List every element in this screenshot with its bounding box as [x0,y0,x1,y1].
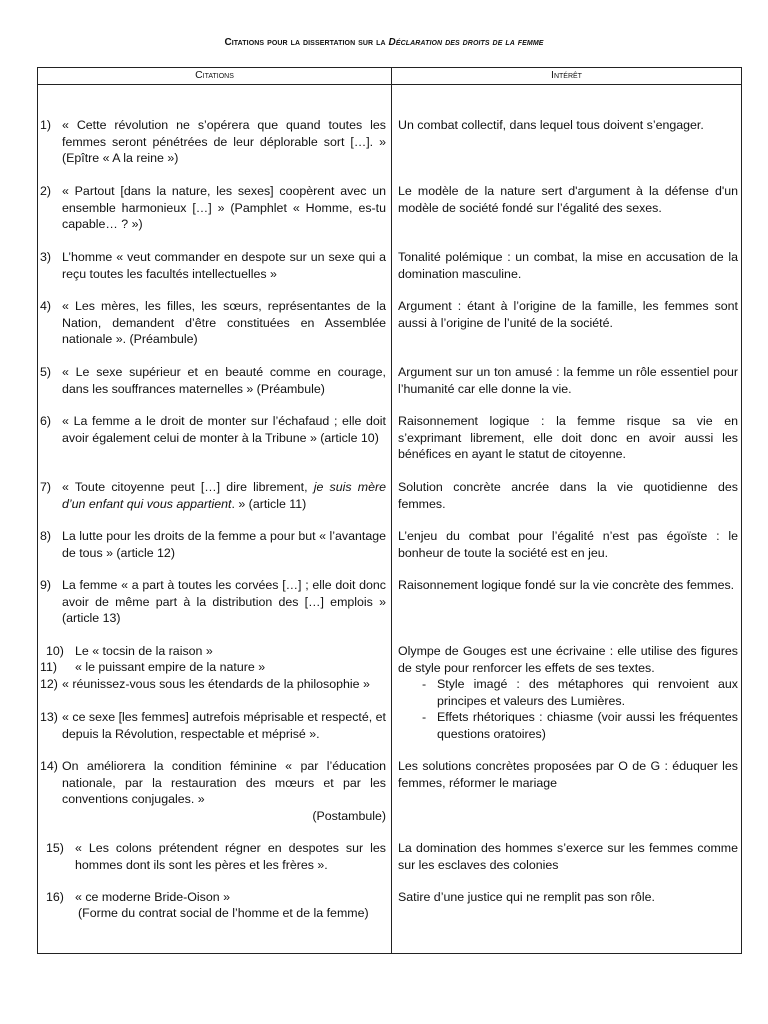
quote-6: 6) « La femme a le droit de monter sur l’échafaud ; elle doit avoir également celui de monter à la Tribune » (article 10) [40,414,386,445]
interet-6: Raisonnement logique : la femme risque sa vie en s’exprimant librement, elle doit donc en avoir aussi les bénéfices en ayant le statut de citoyenne. [398,414,738,461]
quote-1: 1) « Cette révolution ne s’opérera que quand toutes les femmes seront pénétrées de leur déplorable sort […]. » (Epître « A la reine ») [40,118,386,165]
interet-2: Le modèle de la nature sert d'argument à la défense d'un modèle de société fondé sur l’égalité des sexes. [398,184,738,215]
quote-3: 3) L’homme « veut commander en despote sur un sexe qui a reçu toutes les facultés intellectuelles » [40,250,386,281]
bullet-dash: - [422,710,427,724]
header-citations: Citations [38,68,392,85]
quote-12: 12) « réunissez-vous sous les étendards de la philosophie » [40,677,370,691]
quote-14: 14) On améliorera la condition féminine « par l’éducation nationale, par la restauration des mœurs et par les conventions conjugales. » [40,759,386,806]
quote-10: 10) Le « tocsin de la raison » [46,644,213,658]
interet-14: Les solutions concrètes proposées par O de G : éduquer les femmes, réformer le mariage [398,759,738,790]
quote-8: 8) La lutte pour les droits de la femme a pour but « l’avantage de tous » (article 12) [40,529,386,560]
quote-11: 11) « le puissant empire de la nature » [40,660,266,674]
quote-14-source: (Postambule) [312,809,386,823]
quote-16-source: (Forme du contrat social de l’homme et de la femme) [78,906,369,920]
quote-5: 5) « Le sexe supérieur et en beauté comme en courage, dans les souffrances maternelles » (Préambule) [40,365,386,396]
bullet-dash: - [422,677,427,691]
citations-table [37,67,742,954]
citations-column [38,85,392,954]
quote-9: 9) La femme « a part à toutes les corvées […] ; elle doit donc avoir de même part à la distribution des […] emplois » (article 13) [40,578,386,625]
title-italic: Déclaration des droits de la femme [388,37,544,48]
interet-9: Raisonnement logique fondé sur la vie concrète des femmes. [398,578,735,592]
interet-5: Argument sur un ton amusé : la femme un rôle essentiel pour l’humanité car elle donne la vie. [398,365,738,396]
quote-15: 15) « Les colons prétendent régner en despotes sur les hommes dont ils sont les pères et les frères ». [46,841,386,872]
quote-2: 2) « Partout [dans la nature, les sexes] coopèrent avec un ensemble harmonieux […] » (Pamphlet « Homme, es-tu capable… ? ») [40,184,386,231]
quote-4: 4) « Les mères, les filles, les sœurs, représentantes de la Nation, demandent d’être constituées en Assemblée nationale ». (Préambule) [40,299,386,346]
interet-3: Tonalité polémique : un combat, la mise en accusation de la domination masculine. [398,250,738,281]
title-prefix: Citations pour la dissertation sur la [224,37,389,48]
interet-column [392,85,742,954]
interet-15: La domination des hommes s’exerce sur les femmes comme sur les esclaves des colonies [398,841,738,872]
quote-7: 7) « Toute citoyenne peut […] dire librement, je suis mère d’un enfant qui vous appartient. » (article 11) [40,480,386,511]
interet-10-bullet-2: - Effets rhétoriques : chiasme (voir aussi les fréquentes questions oratoires) [422,710,738,741]
quote-16: 16) « ce moderne Bride-Oison » [46,890,230,904]
header-interet: Intérêt [392,68,742,85]
document-title [0,37,768,48]
interet-8: L’enjeu du combat pour l’égalité n’est pas égoïste : le bonheur de toute la société est en jeu. [398,529,738,560]
quote-13: 13) « ce sexe [les femmes] autrefois méprisable et respecté, et depuis la Révolution, respectable et méprisé ». [40,710,386,741]
interet-4: Argument : étant à l’origine de la famille, les femmes sont aussi à l’origine de l’unité de la société. [398,299,738,330]
interet-1: Un combat collectif, dans lequel tous doivent s’engager. [398,118,704,132]
interet-10: Olympe de Gouges est une écrivaine : elle utilise des figures de style pour renforcer les effets de ses textes. [398,644,738,675]
interet-16: Satire d’une justice qui ne remplit pas son rôle. [398,890,655,904]
interet-7: Solution concrète ancrée dans la vie quotidienne des femmes. [398,480,738,511]
interet-10-bullet-1: - Style imagé : des métaphores qui renvoient aux principes et valeurs des Lumières. [422,677,738,708]
